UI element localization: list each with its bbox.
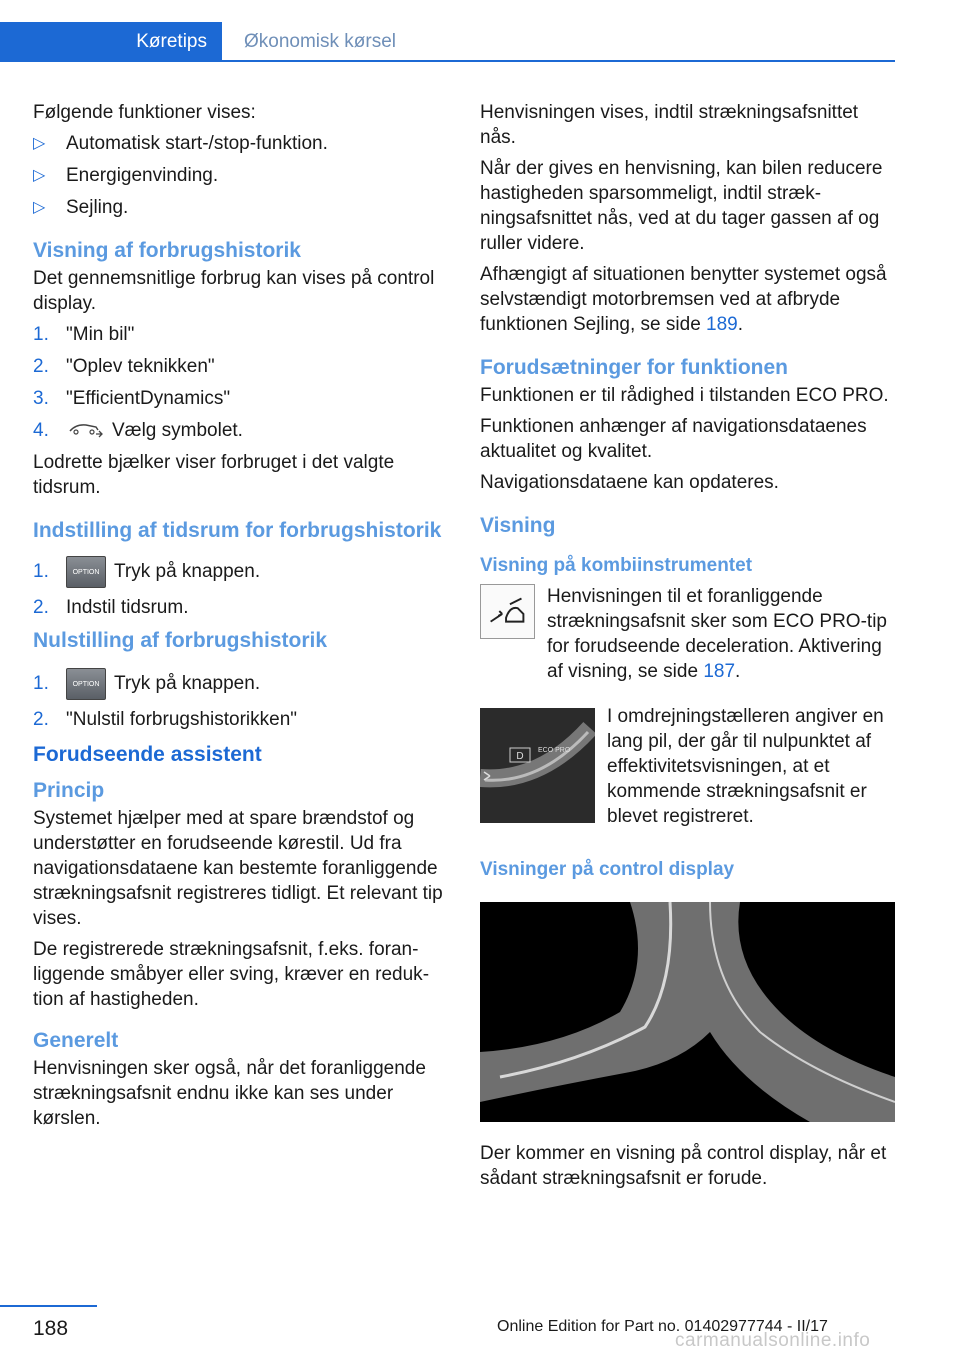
step-item: 2. Indstil tidsrum. bbox=[33, 597, 189, 619]
princip-text-1: Systemet hjælper med at spare brændstof og understøtter en forudseende kørestil. Ud fra navigationsdataene kan bestemte foranliggende strækningsafsnit registreres tidligt. Et relevant tip vises. bbox=[33, 808, 443, 930]
history-steps bbox=[33, 322, 451, 443]
step-item: 1. OPTION Tryk på knappen. bbox=[33, 556, 451, 588]
heading-assistant: Forudseende assistent bbox=[33, 743, 262, 767]
heading-prerequisites: Forudsætninger for funktionen bbox=[480, 356, 788, 379]
list-item: ▷ Energigenvinding. bbox=[33, 165, 219, 186]
cluster-tip-block bbox=[480, 584, 895, 690]
step-item: 1. "Min bil" bbox=[33, 324, 135, 345]
page-header bbox=[0, 0, 960, 62]
heading-princip: Princip bbox=[33, 779, 105, 803]
left-column bbox=[33, 100, 451, 1137]
heading-reset: Nulstilling af forbrugshistorik bbox=[33, 629, 328, 653]
tab-koretips[interactable]: Køretips bbox=[0, 22, 222, 62]
eco-tip-icon bbox=[480, 584, 535, 639]
option-button-icon: OPTION bbox=[66, 668, 106, 700]
car-arrow-icon bbox=[66, 421, 106, 441]
control-text: Der kommer en visning på control display, når et sådant strækningsafsnit er forude. bbox=[480, 1143, 887, 1189]
step-item: 1. OPTION Tryk på knappen. bbox=[33, 668, 451, 700]
triangle-bullet-icon: ▷ bbox=[33, 135, 46, 152]
list-item: ▷ Automatisk start-/stop-funktion. bbox=[33, 133, 328, 154]
prereq-text-2: Funktionen anhænger af navigationsdataenes aktualitet og kvalitet. bbox=[480, 416, 867, 462]
princip-text-2: De registrerede strækningsafsnit, f.eks. foranliggende småbyer eller sving, kræver en reduktion af hastigheden. bbox=[33, 939, 430, 1011]
option-button-icon: OPTION bbox=[66, 556, 106, 588]
history-text: Det gennemsnitlige forbrug kan vises på control display. bbox=[33, 268, 435, 314]
cluster-text: Henvisningen til et foranliggende strækningsafsnit sker som ECO PRO-tip for forudseende deceleration. Aktivering af visning, se side 187. bbox=[547, 586, 887, 682]
function-list bbox=[33, 131, 451, 220]
step-item: 4. Vælg symbolet. bbox=[33, 420, 243, 441]
heading-display: Visning bbox=[480, 514, 556, 537]
heading-period: Indstilling af tidsrum for forbrugshistorik bbox=[33, 519, 442, 542]
reset-steps bbox=[33, 668, 451, 732]
step-item: 3. "EfficientDynamics" bbox=[33, 388, 231, 409]
prereq-text-3: Navigationsdataene kan opdateres. bbox=[480, 472, 779, 493]
tab-okonomisk-korsel[interactable]: Økonomisk kørsel bbox=[244, 31, 397, 52]
watermark: carmanualsonline.info bbox=[675, 1330, 871, 1351]
right-text-1: Henvisningen vises, indtil strækningsafsnittet nås. bbox=[480, 102, 859, 148]
gauge-block bbox=[480, 704, 895, 835]
history-after-text: Lodrette bjælker viser forbruget i det valgte tidsrum. bbox=[33, 452, 395, 498]
gauge-mode-label: ECO PRO bbox=[538, 747, 571, 754]
step-item: 2. "Nulstil forbrugshistorikken" bbox=[33, 709, 298, 731]
list-item: ▷ Sejling. bbox=[33, 197, 129, 218]
right-text-3: Afhængigt af situationen benytter systemet også selvstændigt motorbremsen ved at afbryde funktionen Sejling, se side 189. bbox=[480, 264, 887, 335]
period-steps bbox=[33, 556, 451, 620]
page-link-187[interactable]: 187 bbox=[703, 661, 736, 682]
gauge-gear-label: D bbox=[516, 751, 524, 762]
road-display-image bbox=[480, 902, 895, 1122]
heading-cluster: Visning på kombiinstrumentet bbox=[480, 555, 753, 576]
gauge-text: I omdrejningstælleren angiver en lang pil, der går til nulpunktet af effektivitetsvisningen, at et kommende strækningsafsnit er blevet registreret. bbox=[607, 706, 884, 827]
heading-control-display: Visninger på control display bbox=[480, 859, 735, 880]
heading-general: Generelt bbox=[33, 1029, 119, 1053]
page-link-189[interactable]: 189 bbox=[706, 314, 738, 335]
triangle-bullet-icon: ▷ bbox=[33, 167, 46, 184]
right-text-2: Når der gives en henvisning, kan bilen reducere hastigheden sparsommeligt, indtil strækningsafsnittet nås, ved at du tager gassen af og ruller videre. bbox=[480, 158, 883, 254]
right-column bbox=[480, 100, 895, 1197]
footer-divider bbox=[0, 1305, 97, 1307]
triangle-bullet-icon: ▷ bbox=[33, 199, 46, 216]
edition-text: Online Edition for Part no. 01402977744 - II/17 bbox=[497, 1318, 828, 1335]
general-text: Henvisningen sker også, når det foranliggende strækningsafsnit endnu ikke kan ses under kørslen. bbox=[33, 1058, 426, 1130]
prereq-text-1: Funktionen er til rådighed i tilstanden ECO PRO. bbox=[480, 385, 889, 406]
tachometer-image bbox=[480, 708, 595, 823]
heading-history: Visning af forbrugshistorik bbox=[33, 239, 301, 262]
page-number: 188 bbox=[33, 1317, 69, 1340]
header-divider bbox=[222, 60, 895, 62]
step-item: 2. "Oplev teknikken" bbox=[33, 356, 215, 377]
intro-text: Følgende funktioner vises: bbox=[33, 102, 256, 123]
